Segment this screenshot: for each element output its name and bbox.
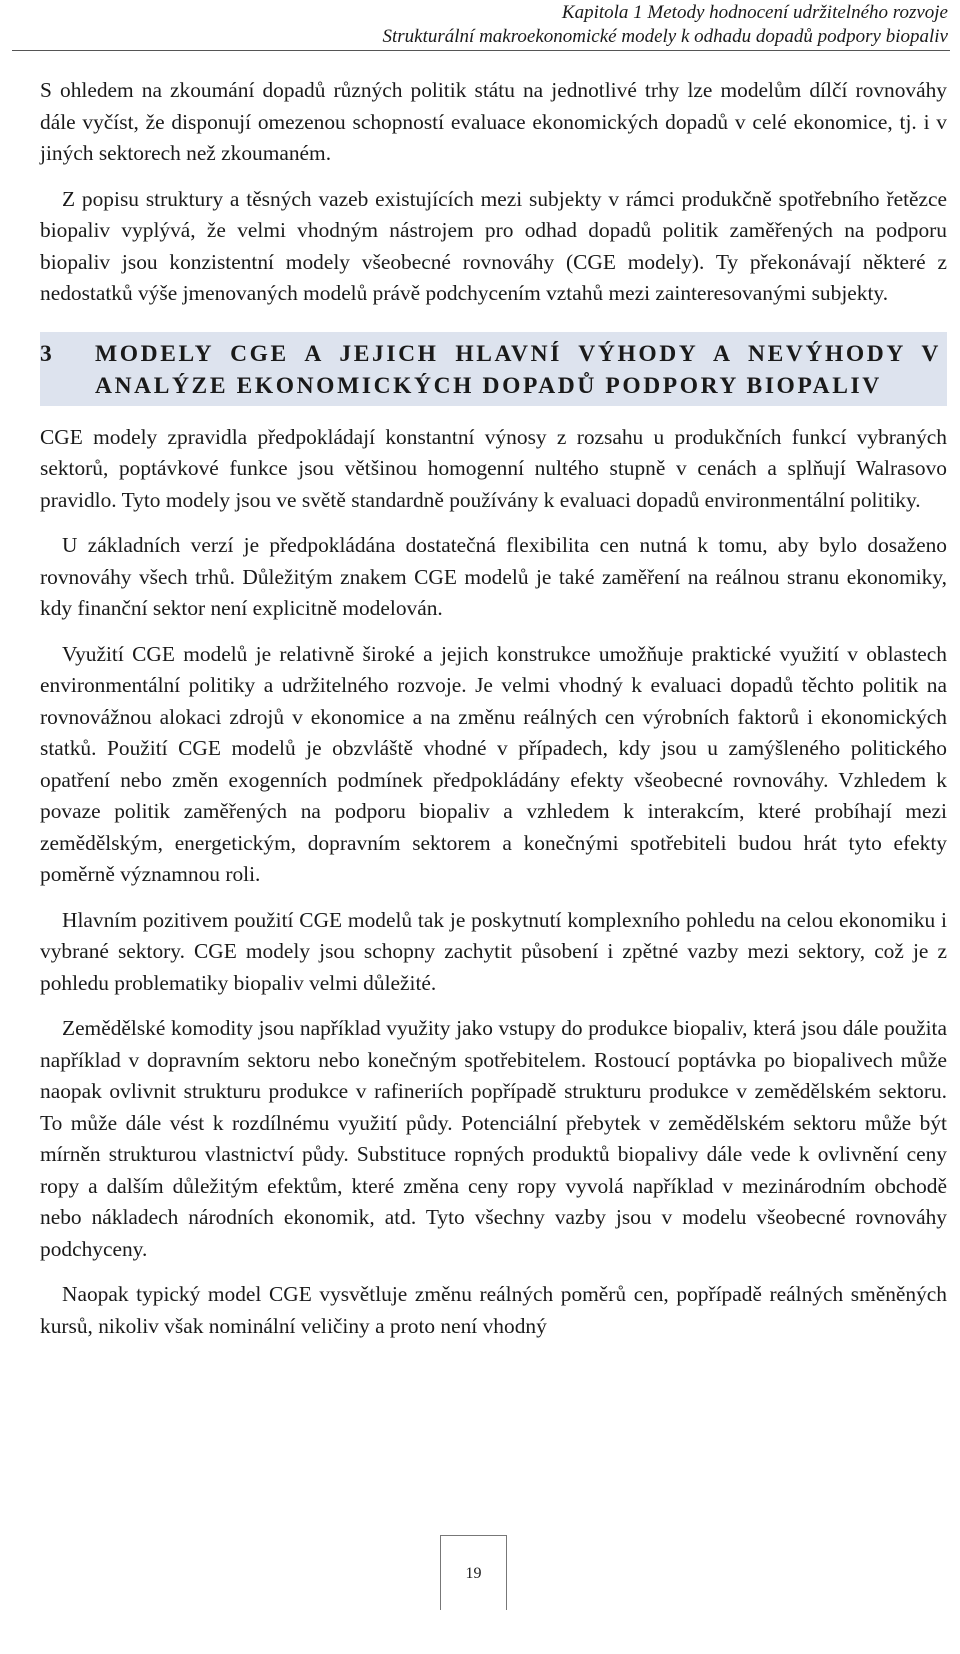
body-paragraph: Naopak typický model CGE vysvětluje změnu reálných poměrů cen, popřípadě reálných směněných kursů, nikoliv však nominální veličiny a proto není vhodný [40, 1282, 947, 1338]
body-paragraph: U základních verzí je předpokládána dostatečná flexibilita cen nutná k tomu, aby bylo dosaženo rovnováhy všech trhů. Důležitým znakem CGE modelů je také zaměření na reálnou stranu ekonomiky, kdy finanční sektor není explicitně modelován. [40, 533, 947, 620]
running-header [12, 0, 948, 49]
header-divider [12, 50, 950, 51]
section-title: MODELY CGE A JEJICH HLAVNÍ VÝHODY A NEVÝHODY V ANALÝZE EKONOMICKÝCH DOPADŮ PODPORY BIOPALIV [95, 340, 941, 399]
page-body [40, 75, 947, 1356]
body-paragraph: CGE modely zpravidla předpokládají konstantní výnosy z rozsahu u produkčních funkcí vybraných sektorů, poptávkové funkce jsou většinou homogenní nultého stupně v cenách a splňují Walrasovo pravidlo. Tyto modely jsou ve světě standardně používány k evaluaci dopadů environmentální politiky. [40, 424, 947, 512]
section-heading [40, 332, 947, 406]
header-chapter-title: Kapitola 1 Metody hodnocení udržitelného rozvoje [561, 2, 948, 23]
section-number: 3 [40, 340, 54, 367]
body-paragraph: Zemědělské komodity jsou například využity jako vstupy do produkce biopaliv, která jsou dále použita například v dopravním sektoru nebo konečným spotřebitelem. Rostoucí poptávka po biopalivech může naopak ovlivnit strukturu produkce v rafineriích popřípadě strukturu produkce v zemědělském sektoru. To může dále vést k rozdílnému využití půdy. Potenciální přebytek v zemědělském sektoru může být mírněn strukturou vlastnictví půdy. Substituce ropných produktů biopalivy dále vede k ovlivnění ceny ropy a dalším důležitým efektům, které změna ceny ropy vyvolá například v mezinárodním obchodě nebo nákladech národních ekonomik, atd. Tyto všechny vazby jsou v modelu všeobecné rovnováhy podchyceny. [40, 1016, 947, 1261]
page-number: 19 [440, 1535, 507, 1610]
body-paragraph: Hlavním pozitivem použití CGE modelů tak je poskytnutí komplexního pohledu na celou ekonomiku i vybrané sektory. CGE modely jsou schopny zachytit působení i zpětné vazby mezi sektory, což je z pohledu problematiky biopaliv velmi důležité. [40, 907, 947, 995]
body-paragraph: Využití CGE modelů je relativně široké a jejich konstrukce umožňuje praktické využití v oblastech environmentální politiky a udržitelného rozvoje. Je velmi vhodný k evaluaci dopadů těchto politik na rovnovážnou alokaci zdrojů v ekonomice a na změnu reálných cen výrobních faktorů i ekonomických statků. Použití CGE modelů je obzvláště vhodné v případech, kdy jsou u zamýšleného politického opatření nebo změn exogenních podmínek předpokládány efekty všeobecné rovnováhy. Vzhledem k povaze politik zaměřených na podporu biopaliv a vzhledem k interakcím, které probíhají mezi zemědělským, energetickým, dopravním sektorem a konečnými spotřebiteli budou hrát tyto efekty poměrně významnou roli. [40, 641, 947, 886]
body-paragraph: Z popisu struktury a těsných vazeb existujících mezi subjekty v rámci produkčně spotřebního řetězce biopaliv vyplývá, že velmi vhodným nástrojem pro odhad dopadů politik zaměřených na podporu biopaliv jsou konzistentní modely všeobecné rovnováhy (CGE modely). Ty překonávají některé z nedostatků výše jmenovaných modelů právě podchycením vztahů mezi zainteresovanými subjekty. [40, 186, 947, 305]
header-section-title: Strukturální makroekonomické modely k odhadu dopadů podpory biopaliv [382, 26, 948, 47]
body-paragraph: S ohledem na zkoumání dopadů různých politik státu na jednotlivé trhy lze modelům dílčí rovnováhy dále vyčíst, že disponují omezenou schopností evaluace ekonomických dopadů v celé ekonomice, tj. i v jiných sektorech než zkoumaném. [40, 78, 947, 165]
